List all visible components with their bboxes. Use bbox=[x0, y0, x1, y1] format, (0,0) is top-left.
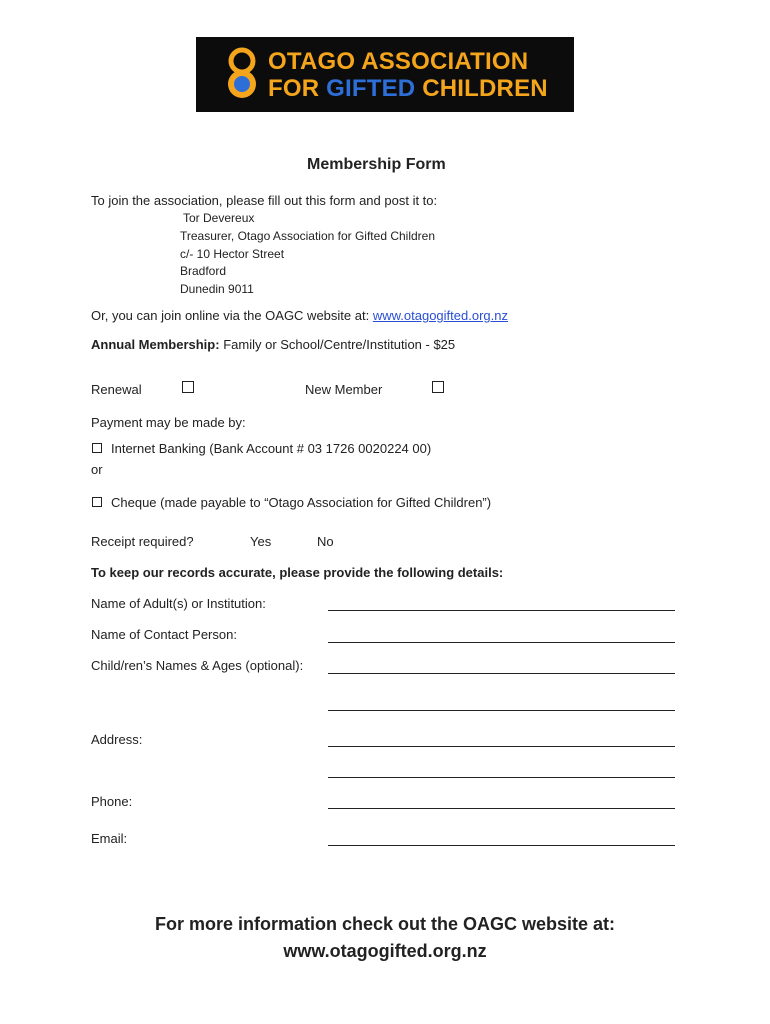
new-member-label: New Member bbox=[305, 382, 383, 397]
online-join-text: Or, you can join online via the OAGC website at: www.otagogifted.org.nz bbox=[91, 308, 508, 323]
logo-text-line2: FOR GIFTED CHILDREN bbox=[268, 75, 548, 102]
email-field-line[interactable] bbox=[328, 845, 675, 846]
receipt-label: Receipt required? bbox=[91, 534, 194, 549]
footer-info-text: For more information check out the OAGC website at: bbox=[154, 914, 616, 934]
logo-text-line1: OTAGO ASSOCIATION bbox=[268, 48, 529, 75]
payment-or: or bbox=[91, 462, 103, 477]
name-field-line[interactable] bbox=[328, 610, 675, 611]
intro-text: To join the association, please fill out this form and post it to: bbox=[91, 193, 438, 208]
oagc-logo bbox=[196, 37, 574, 112]
children-field-line-2[interactable] bbox=[328, 710, 675, 711]
address-line-4: Bradford bbox=[180, 264, 227, 278]
address-line-5: Dunedin 9011 bbox=[180, 282, 254, 296]
children-field-line-1[interactable] bbox=[328, 673, 675, 674]
phone-field-line[interactable] bbox=[328, 808, 675, 809]
renewal-label: Renewal bbox=[91, 382, 142, 397]
logo-rings-icon bbox=[222, 46, 262, 104]
address-field-line-1[interactable] bbox=[328, 746, 675, 747]
receipt-no[interactable]: No bbox=[317, 534, 334, 549]
new-member-checkbox[interactable] bbox=[432, 381, 444, 393]
details-heading: To keep our records accurate, please provide the following details: bbox=[91, 565, 504, 580]
cheque-checkbox[interactable] bbox=[92, 497, 102, 507]
email-field-label: Email: bbox=[91, 831, 128, 846]
form-title: Membership Form bbox=[307, 156, 446, 173]
contact-field-line[interactable] bbox=[328, 642, 675, 643]
address-line-2: Treasurer, Otago Association for Gifted Children bbox=[180, 229, 436, 243]
address-line-1: Tor Devereux bbox=[183, 211, 255, 225]
address-field-line-2[interactable] bbox=[328, 777, 675, 778]
name-field-label: Name of Adult(s) or Institution: bbox=[91, 596, 266, 611]
address-field-label: Address: bbox=[91, 732, 143, 747]
cheque-label: Cheque (made payable to “Otago Association for Gifted Children”) bbox=[111, 495, 492, 510]
membership-label: Annual Membership: bbox=[91, 337, 220, 352]
footer-website[interactable]: www.otagogifted.org.nz bbox=[283, 941, 487, 961]
children-field-label: Child/ren’s Names & Ages (optional): bbox=[91, 658, 304, 673]
internet-banking-label: Internet Banking (Bank Account # 03 1726 0020224 00) bbox=[111, 441, 432, 456]
renewal-checkbox[interactable] bbox=[182, 381, 194, 393]
internet-banking-checkbox[interactable] bbox=[92, 443, 102, 453]
receipt-yes[interactable]: Yes bbox=[250, 534, 272, 549]
membership-value: Family or School/Centre/Institution - $25 bbox=[223, 337, 456, 352]
phone-field-label: Phone: bbox=[91, 794, 133, 809]
oagc-website-link[interactable]: www.otagogifted.org.nz bbox=[372, 308, 508, 323]
annual-membership bbox=[91, 337, 455, 352]
payment-intro: Payment may be made by: bbox=[91, 415, 246, 430]
contact-field-label: Name of Contact Person: bbox=[91, 627, 237, 642]
address-line-3: c/- 10 Hector Street bbox=[180, 247, 285, 261]
